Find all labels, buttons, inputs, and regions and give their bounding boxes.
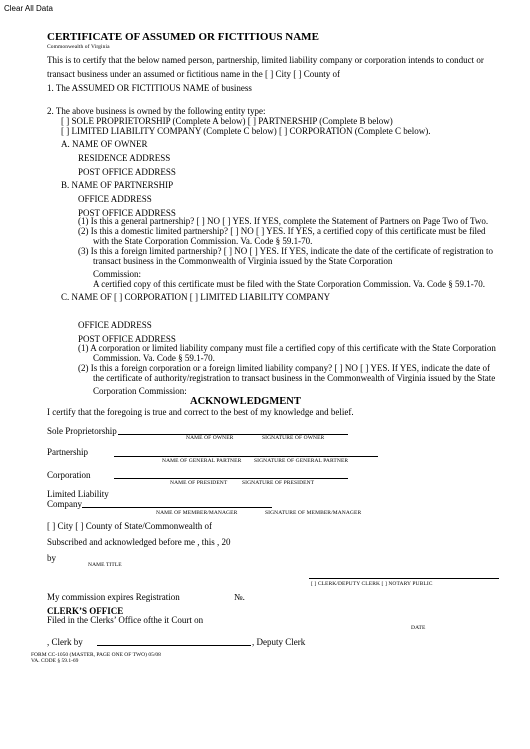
partnership-commission: Commission:: [93, 269, 142, 279]
intro-line-1: This is to certify that the below named person, partnership, limited liability company or corporation intends to conduct or: [47, 55, 484, 65]
date-caption: DATE: [411, 625, 426, 631]
va-code: VA. CODE § 59.1-69: [31, 658, 79, 664]
form-number: FORM CC-1050 (MASTER, PAGE ONE OF TWO) 05/08: [31, 652, 161, 658]
partnership-q3a: (3) Is this a foreign limited partnership? [ ] NO [ ] YES. If YES, indicate the date of the certificate of registration to: [78, 246, 493, 256]
sole-prop-label: Sole Proprietorship: [47, 426, 117, 436]
commission-expires: My commission expires Registration: [47, 592, 180, 602]
intro-line-2: transact business under an assumed or fictitious name in the [ ] City [ ] County of: [47, 69, 340, 79]
partnership-q2a: (2) Is this a domestic limited partnership? [ ] NO [ ] YES. If YES, a certified copy of this certificate must be filed: [78, 226, 486, 236]
corporation-signature-line[interactable]: [114, 478, 348, 479]
llc-label-1: Limited Liability: [47, 489, 109, 499]
partnership-office-label: OFFICE ADDRESS: [78, 194, 152, 204]
by-label: by: [47, 553, 56, 563]
owner-name-label: A. NAME OF OWNER: [61, 139, 148, 149]
partnership-certified: A certified copy of this certificate must be filed with the State Corporation Commission. Va. Code § 59.1-70.: [93, 279, 486, 289]
city-county-line: [ ] City [ ] County of State/Commonwealth of: [47, 521, 212, 531]
form-title: CERTIFICATE OF ASSUMED OR FICTITIOUS NAME: [47, 31, 319, 43]
partnership-label: Partnership: [47, 447, 88, 457]
corp-q1a: (1) A corporation or limited liability company must file a certified copy of this certificate with the State Corporation: [78, 343, 496, 353]
clear-all-data-button[interactable]: Clear All Data: [4, 4, 53, 13]
form-subtitle: Commonwealth of Virginia: [47, 44, 110, 50]
entity-line-2: [ ] LIMITED LIABILITY COMPANY (Complete C below) [ ] CORPORATION (Complete C below).: [61, 126, 431, 136]
clerk-by-line[interactable]: [97, 645, 251, 646]
partnership-q2b: with the State Corporation Commission. Va. Code § 59.1-70.: [93, 236, 313, 246]
item-2: 2. The above business is owned by the following entity type:: [47, 106, 266, 116]
corp-office-label: OFFICE ADDRESS: [78, 320, 152, 330]
partnership-name-caption: NAME OF GENERAL PARTNER: [162, 458, 242, 464]
corporation-name-caption: NAME OF PRESIDENT: [170, 480, 228, 486]
sole-sig-caption: SIGNATURE OF OWNER: [262, 435, 325, 441]
registration-number-label: №.: [234, 592, 245, 602]
partnership-q3b: transact business in the Commonwealth of Virginia issued by the State Corporation: [93, 256, 393, 266]
corp-q2a: (2) Is this a foreign corporation or a foreign limited liability company? [ ] NO [ ] YES. If YES, indicate the date of: [78, 363, 490, 373]
llc-sig-caption: SIGNATURE OF MEMBER/MANAGER: [265, 510, 362, 516]
item-1: 1. The ASSUMED OR FICTITIOUS NAME of business: [47, 83, 252, 93]
partnership-signature-line[interactable]: [114, 456, 378, 457]
sole-owner-caption: NAME OF OWNER: [186, 435, 234, 441]
partnership-q1: (1) Is this a general partnership? [ ] NO [ ] YES. If YES, complete the Statement of Partners on Page Two of Two.: [78, 216, 489, 226]
entity-line-1: [ ] SOLE PROPRIETORSHIP (Complete A below) [ ] PARTNERSHIP (Complete B below): [61, 116, 393, 126]
corp-q2b: the certificate of authority/registration to transact business in the Commonwealth of Virginia issued by the State: [93, 373, 496, 383]
owner-po-label: POST OFFICE ADDRESS: [78, 167, 176, 177]
clerk-notary-checkboxes[interactable]: [ ] CLERK/DEPUTY CLERK [ ] NOTARY PUBLIC: [311, 581, 433, 587]
acknowledgment-text: I certify that the foregoing is true and correct to the best of my knowledge and belief.: [47, 407, 354, 417]
subscribed-line: Subscribed and acknowledged before me , this , 20: [47, 537, 231, 547]
corp-llc-name-label: C. NAME OF [ ] CORPORATION [ ] LIMITED LIABILITY COMPANY: [61, 292, 331, 302]
corporation-label: Corporation: [47, 470, 91, 480]
corporation-sig-caption: SIGNATURE OF PRESIDENT: [242, 480, 315, 486]
clerk-by-label: , Clerk by: [47, 637, 83, 647]
llc-label-2: Company: [47, 499, 82, 509]
corp-po-label: POST OFFICE ADDRESS: [78, 334, 176, 344]
partnership-sig-caption: SIGNATURE OF GENERAL PARTNER: [254, 458, 349, 464]
llc-name-caption: NAME OF MEMBER/MANAGER: [156, 510, 238, 516]
llc-signature-line[interactable]: [82, 507, 272, 508]
corp-commission: Corporation Commission:: [93, 386, 187, 396]
clerks-office-heading: CLERK’S OFFICE: [47, 606, 124, 616]
partnership-po-label: POST OFFICE ADDRESS: [78, 208, 176, 218]
name-title-caption: NAME TITLE: [88, 562, 122, 568]
filed-line: Filed in the Clerks’ Office ofthe it Court on: [47, 615, 204, 625]
clerk-notary-signature-line[interactable]: [309, 578, 499, 579]
deputy-clerk-label: , Deputy Clerk: [252, 637, 306, 647]
owner-residence-label: RESIDENCE ADDRESS: [78, 153, 171, 163]
corp-q1b: Commission. Va. Code § 59.1-70.: [93, 353, 215, 363]
partnership-name-label: B. NAME OF PARTNERSHIP: [61, 180, 174, 190]
acknowledgment-heading: ACKNOWLEDGMENT: [190, 396, 301, 407]
